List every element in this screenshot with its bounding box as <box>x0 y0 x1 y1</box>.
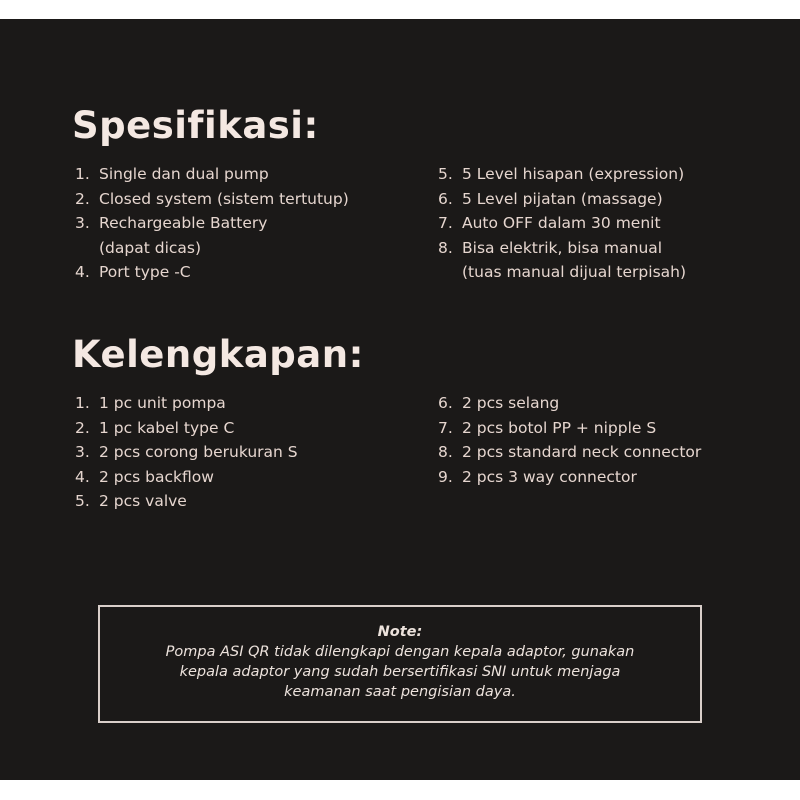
item-number: 1. <box>75 165 90 183</box>
note-box <box>98 605 702 723</box>
list-item <box>75 260 349 285</box>
list-item <box>438 236 686 261</box>
item-number: 5. <box>438 165 453 183</box>
item-text: (dapat dicas) <box>99 238 202 257</box>
spesifikasi-list-left <box>75 162 349 285</box>
item-text: Rechargeable Battery <box>99 214 268 232</box>
spesifikasi-list-right <box>438 162 686 285</box>
item-text: Closed system (sistem tertutup) <box>99 189 349 208</box>
item-text: Auto OFF dalam 30 menit <box>462 214 661 232</box>
item-text: 2 pcs selang <box>462 394 560 412</box>
note-line: Pompa ASI QR tidak dilengkapi dengan kepala adaptor, gunakan <box>165 644 635 660</box>
item-number: 2. <box>75 418 90 437</box>
list-item <box>75 416 298 441</box>
list-item <box>438 211 686 236</box>
list-item <box>438 440 701 465</box>
item-number: 3. <box>75 214 90 232</box>
item-text: 2 pcs standard neck connector <box>462 443 702 461</box>
item-number: 4. <box>75 263 90 281</box>
item-text: 5 Level pijatan (massage) <box>462 189 663 208</box>
item-text: 2 pcs backflow <box>99 467 214 486</box>
item-text: 2 pcs corong berukuran S <box>99 443 298 461</box>
list-item <box>75 187 349 212</box>
note-line: kepala adaptor yang sudah bersertifikasi SNI untuk menjaga <box>179 664 621 680</box>
item-number: 9. <box>438 467 453 486</box>
list-item <box>75 211 349 236</box>
list-item <box>75 489 298 514</box>
item-number: 2. <box>75 189 90 208</box>
item-text: (tuas manual dijual terpisah) <box>462 263 687 281</box>
item-text: 1 pc unit pompa <box>99 394 226 412</box>
list-item <box>75 391 298 416</box>
item-number: 5. <box>75 492 90 510</box>
item-text: 2 pcs 3 way connector <box>462 467 637 486</box>
item-text: Port type -C <box>99 263 191 281</box>
list-item <box>438 416 701 441</box>
item-text: 1 pc kabel type C <box>99 418 235 437</box>
list-item <box>438 260 686 285</box>
list-item <box>438 162 686 187</box>
spesifikasi-title: Spesifikasi: <box>72 104 319 147</box>
item-text: 2 pcs valve <box>99 492 187 510</box>
list-item <box>75 236 349 261</box>
list-item <box>75 465 298 490</box>
item-number: 8. <box>438 443 453 461</box>
item-text: Single dan dual pump <box>99 165 269 183</box>
note-title: Note: <box>377 624 423 640</box>
item-number: 3. <box>75 443 90 461</box>
kelengkapan-list-right <box>438 391 701 489</box>
kelengkapan-list-left <box>75 391 298 514</box>
note-line: keamanan saat pengisian daya. <box>284 684 516 700</box>
item-number: 7. <box>438 418 453 437</box>
item-text: 2 pcs botol PP + nipple S <box>462 418 657 437</box>
item-text: Bisa elektrik, bisa manual <box>462 238 663 257</box>
item-number: 6. <box>438 189 453 208</box>
list-item <box>438 187 686 212</box>
list-item <box>438 391 701 416</box>
list-item <box>75 162 349 187</box>
list-item <box>438 465 701 490</box>
item-number: 4. <box>75 467 90 486</box>
item-text: 5 Level hisapan (expression) <box>462 165 685 183</box>
list-item <box>75 440 298 465</box>
item-number: 6. <box>438 394 453 412</box>
kelengkapan-title: Kelengkapan: <box>72 333 364 376</box>
item-number: 1. <box>75 394 90 412</box>
item-number: 8. <box>438 238 453 257</box>
item-number: 7. <box>438 214 453 232</box>
